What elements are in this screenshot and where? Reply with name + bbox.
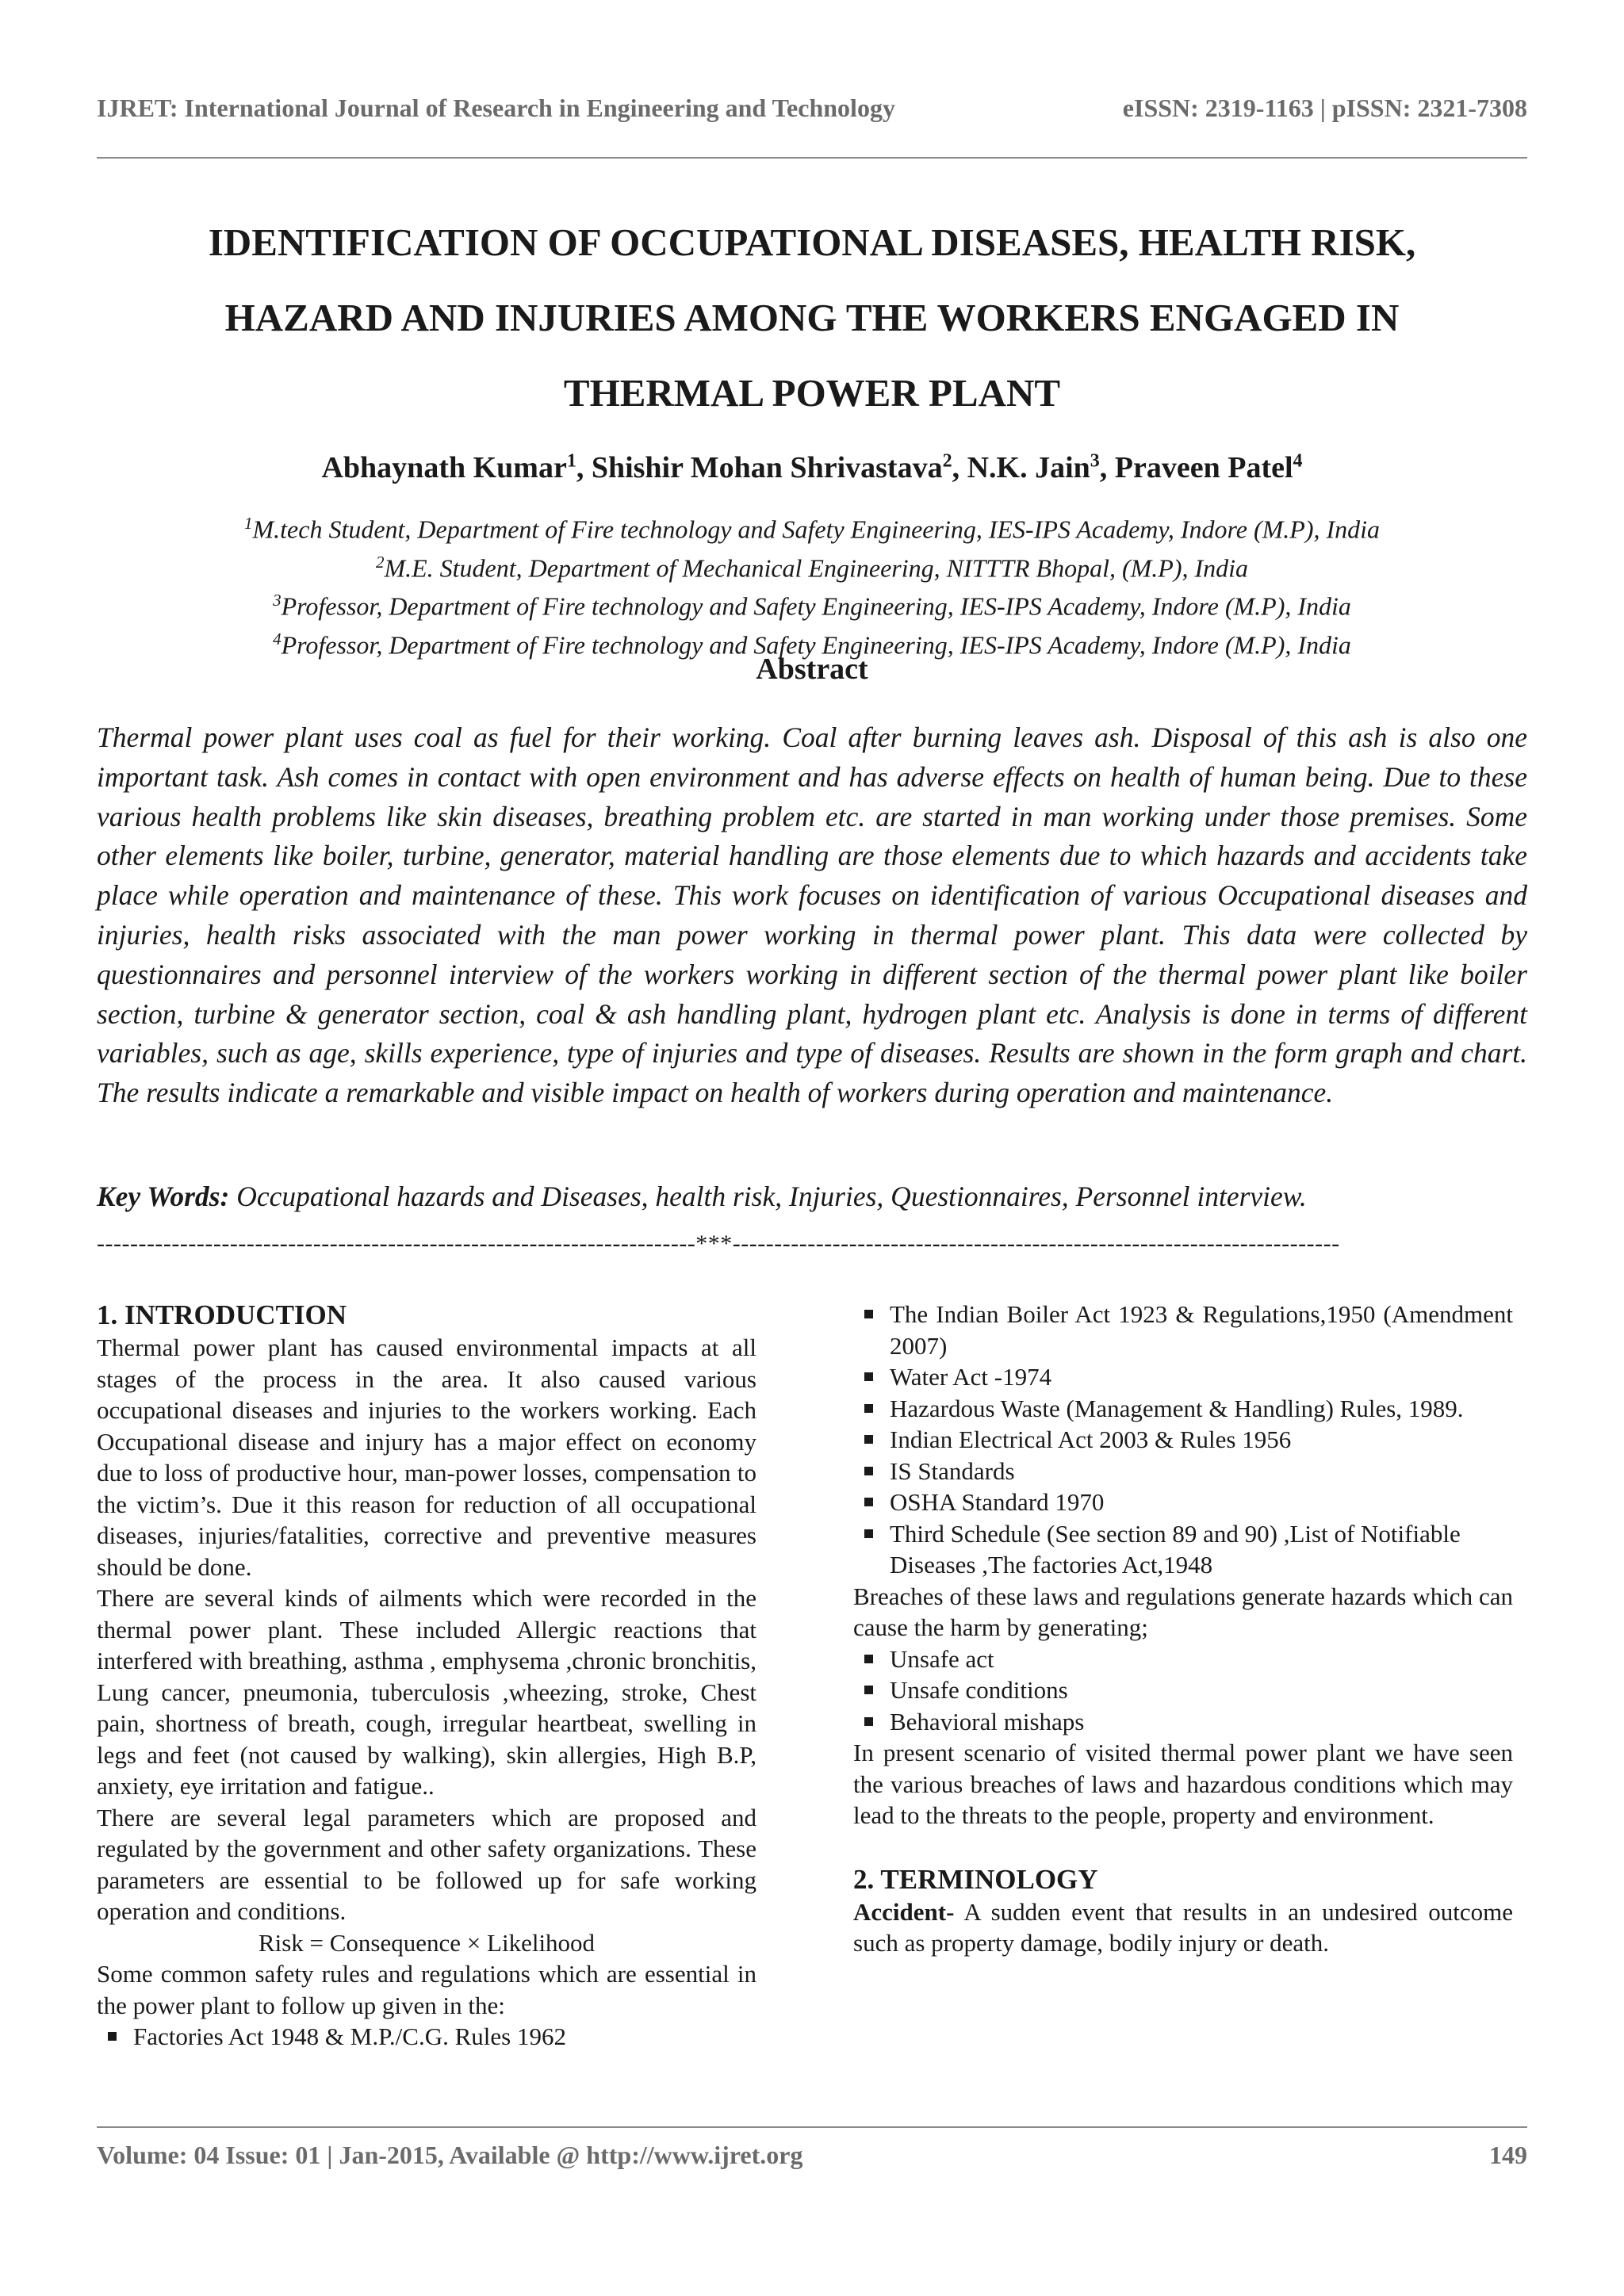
bullet-icon: [864, 1655, 873, 1663]
header-rule: [97, 157, 1527, 159]
bullet-icon: [864, 1686, 873, 1694]
bullet-icon: [864, 1529, 873, 1538]
running-footer: [97, 2141, 1527, 2170]
rules-list: [97, 2021, 756, 2053]
issn: eISSN: 2319-1163 | pISSN: 2321-7308: [1122, 94, 1527, 122]
title-line: THERMAL POWER PLANT: [563, 371, 1061, 415]
affiliation: $^4$Professor, Department of Fire technology and Safety Engineering, IES-IPS Academy, Indore (M.P), India: [273, 629, 1351, 660]
list-item: Water Act -1974: [853, 1361, 1513, 1393]
term-label: Accident-: [853, 1897, 955, 1926]
bullet-icon: [864, 1498, 873, 1506]
author: Abhaynath Kumar$^1$,: [321, 450, 592, 484]
section-heading-terminology: 2. TERMINOLOGY: [853, 1863, 1098, 1895]
paragraph: In present scenario of visited thermal power plant we have seen the various breaches of laws and hazardous conditions which may lead to the threats to the people, property and environment.: [853, 1739, 1513, 1829]
author: N.K. Jain$^3$,: [967, 450, 1115, 484]
footer-rule: [97, 2126, 1527, 2128]
list-item: OSHA Standard 1970: [853, 1487, 1513, 1518]
left-column: [97, 1299, 756, 2053]
paragraph: Thermal power plant has caused environmental impacts at all stages of the process in the area. It also caused various occupational diseases and injuries to the workers working. Each Occupational disease and injury has a major effect on economy due to loss of productive hour, man-power losses, compensation to the victim’s. Due it this reason for reduction of all occupational diseases, injuries/fatalities, corrective and preventive measures should be done.: [97, 1334, 756, 1581]
section-heading-introduction: 1. INTRODUCTION: [97, 1299, 347, 1330]
title-line: IDENTIFICATION OF OCCUPATIONAL DISEASES, HEALTH RISK,: [208, 220, 1416, 264]
paragraph: Breaches of these laws and regulations generate hazards which can cause the harm by generating;: [853, 1582, 1513, 1641]
paragraph: There are several legal parameters which are proposed and regulated by the government and other safety organizations. These parameters are essential to be followed up for safe working operation and conditions.: [97, 1803, 756, 1925]
paragraph: There are several kinds of ailments which were recorded in the thermal power plant. These included Allergic reactions that interfered with breathing, asthma , emphysema ,chronic bronchitis, Lung cancer, pneumonia, tuberculosis ,wheezing, stroke, Chest pain, shortness of breath, cough, irregular heartbeat, swelling in legs and feet (not caused by walking), skin allergies, High B.P, anxiety, eye irritation and fatigue..: [97, 1584, 756, 1800]
list-item: Unsafe conditions: [853, 1674, 1513, 1706]
journal-name: IJRET: International Journal of Research in Engineering and Technology: [97, 94, 895, 122]
right-column: [853, 1299, 1513, 1959]
abstract-heading: Abstract: [756, 652, 868, 686]
list-item: IS Standards: [853, 1456, 1513, 1487]
rules-list: [853, 1299, 1513, 1581]
page-number: 149: [1489, 2141, 1527, 2169]
list-item: Unsafe act: [853, 1644, 1513, 1675]
list-item: Factories Act 1948 & M.P./C.G. Rules 1962: [97, 2021, 756, 2053]
list-item: Third Schedule (See section 89 and 90) ,List of Notifiable Diseases ,The factories Act,1948: [853, 1518, 1513, 1581]
keywords-text: Occupational hazards and Diseases, health risk, Injuries, Questionnaires, Personnel interview.: [229, 1181, 1307, 1212]
affiliation: $^3$Professor, Department of Fire technology and Safety Engineering, IES-IPS Academy, Indore (M.P), India: [273, 591, 1351, 621]
keywords: [97, 1180, 1527, 1213]
running-header: [97, 94, 1527, 123]
list-item: Behavioral mishaps: [853, 1706, 1513, 1738]
list-item: Indian Electrical Act 2003 & Rules 1956: [853, 1424, 1513, 1456]
affiliations: [97, 507, 1527, 662]
author: Praveen Patel$^4$: [1114, 450, 1303, 484]
list-item: Hazardous Waste (Management & Handling) Rules, 1989.: [853, 1393, 1513, 1425]
author-list: [97, 450, 1527, 485]
bullet-icon: [108, 2032, 117, 2041]
affiliation: $^2$M.E. Student, Department of Mechanical Engineering, NITTTR Bhopal, (M.P), India: [375, 552, 1249, 583]
list-item: The Indian Boiler Act 1923 & Regulations,1950 (Amendment 2007): [853, 1299, 1513, 1361]
definition-accident: Accident- A sudden event that results in an undesired outcome such as property damage, bodily injury or death.: [853, 1897, 1513, 1957]
author: Shishir Mohan Shrivastava$^2$,: [591, 450, 967, 484]
section-separator: ------------------------------------------------------------------------***-------------------------------------------------------------------------: [97, 1230, 1340, 1257]
breaches-list: [853, 1644, 1513, 1738]
bullet-icon: [864, 1372, 873, 1381]
keywords-label: Key Words:: [97, 1181, 230, 1212]
bullet-icon: [864, 1310, 873, 1318]
volume-info: Volume: 04 Issue: 01 | Jan-2015, Available @ http://www.ijret.org: [97, 2141, 803, 2169]
bullet-icon: [864, 1467, 873, 1475]
abstract-text: Thermal power plant uses coal as fuel for their working. Coal after burning leaves ash. Disposal of this ash is also one important task. Ash comes in contact with open environment and has adverse effects on health of human being. Due to these various health problems like skin diseases, breathing problem etc. are started in man working under those premises. Some other elements like boiler, turbine, generator, material handling are those elements due to which hazards and accidents take place while operation and maintenance of these. This work focuses on identification of various Occupational diseases and injuries, health risks associated with the man power working in thermal power plant. This data were collected by questionnaires and personnel interview of the workers working in different section of the thermal power plant like boiler section, turbine & generator section, coal & ash handling plant, hydrogen plant etc. Analysis is done in terms of different variables, such as age, skills experience, type of injuries and type of diseases. Results are shown in the form graph and chart. The results indicate a remarkable and visible impact on health of workers during operation and maintenance.: [97, 721, 1527, 1109]
bullet-icon: [864, 1717, 873, 1726]
paragraph: Some common safety rules and regulations which are essential in the power plant to follow up given in the:: [97, 1960, 756, 2019]
risk-formula: Risk = Consequence × Likelihood: [258, 1928, 596, 1957]
bullet-icon: [864, 1404, 873, 1413]
affiliation: $^1$M.tech Student, Department of Fire technology and Safety Engineering, IES-IPS Academy, Indore (M.P), India: [243, 514, 1381, 544]
bullet-icon: [864, 1435, 873, 1444]
paper-title: [97, 205, 1527, 430]
title-line: HAZARD AND INJURIES AMONG THE WORKERS ENGAGED IN: [224, 296, 1400, 339]
